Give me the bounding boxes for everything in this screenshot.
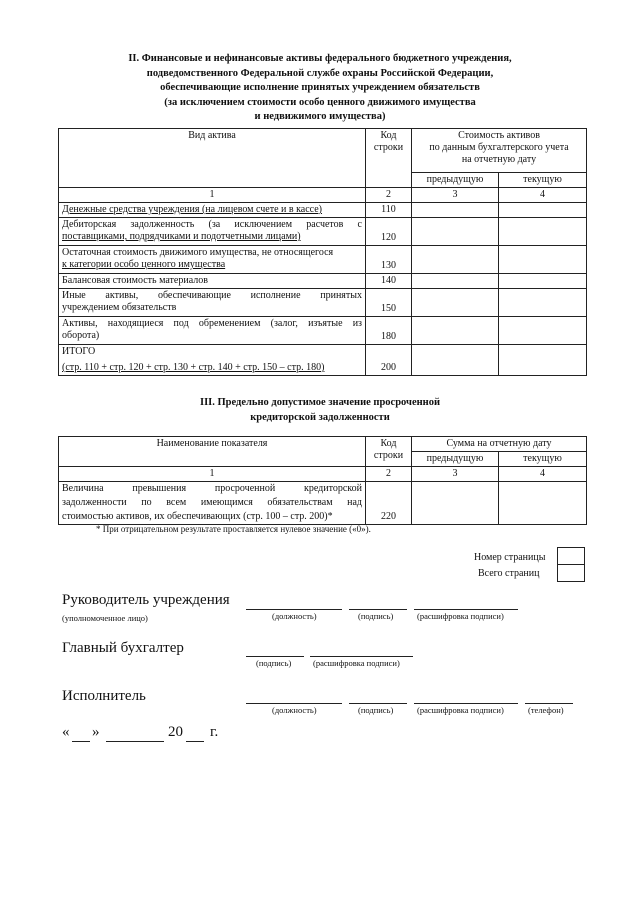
header-asset-value [412,129,587,173]
head-position-line[interactable] [246,609,342,610]
section2-title-line: и недвижимого имущества) [254,111,386,122]
executor-decryption-line[interactable] [414,703,518,704]
value-cell-current[interactable] [499,246,587,274]
row-name-line: оборота) [62,330,100,341]
table-row-total [59,345,587,376]
caption: (расшифровка подписи) [417,611,504,621]
row-name-line: (стр. 110 + стр. 120 + стр. 130 + стр. 140 + стр. 150 – стр. 180) [62,362,325,373]
date-day-line[interactable] [72,741,90,742]
table-row [59,274,587,289]
head-title: Руководитель учреждения [62,592,230,608]
row-name-line: учреждением обязательств [62,302,177,313]
value-cell-previous[interactable] [412,345,499,376]
row-code: 180 [366,317,412,345]
row-name [59,218,366,246]
header-code [366,437,412,467]
table-row [59,482,587,525]
row-name [59,246,366,274]
value-cell-previous[interactable] [412,218,499,246]
row-name-line: поставщиками, подрядчиками и подотчетными лицами) [62,231,301,242]
table-row [59,317,587,345]
section3-title [0,396,640,425]
section2-title [0,52,640,125]
header-previous: предыдущую [412,452,499,467]
executor-title: Исполнитель [62,688,146,704]
value-cell-previous[interactable] [412,274,499,289]
value-cell-current[interactable] [499,289,587,317]
date-close-quote: » [92,724,100,740]
numbering-cell: 4 [499,188,587,203]
caption: (должность) [272,705,317,715]
row-code: 110 [366,203,412,218]
caption: (расшифровка подписи) [313,658,400,668]
row-name [59,289,366,317]
caption: (подпись) [358,611,394,621]
numbering-cell: 3 [412,467,499,482]
total-pages-box[interactable] [557,564,585,582]
caption: (должность) [272,611,317,621]
value-cell-previous[interactable] [412,203,499,218]
executor-phone-line[interactable] [525,703,573,704]
table-row [59,246,587,274]
caption: (телефон) [528,705,564,715]
row-name-line: стоимостью активов, их обеспечивающих (стр. 100 – стр. 200)* [62,511,333,522]
date-month-line[interactable] [106,741,164,742]
section2-title-line: (за исключением стоимости особо ценного движимого имущества [164,96,476,108]
row-name-line: к категории особо ценного имущества [62,259,226,270]
header-indicator: Наименование показателя [59,437,366,467]
chief-decryption-line[interactable] [310,656,413,657]
section2-title-line: подведомственного Федеральной службе охраны Российской Федерации, [146,67,494,79]
assets-table [58,128,587,376]
header-current: текущую [499,452,587,467]
header-code [366,129,412,188]
row-name-line: задолженности по всем имеющимся обязательствам над [62,497,362,508]
total-pages-label: Всего страниц [478,568,540,579]
row-name-line: Остаточная стоимость движимого имущества, не относящегося [62,247,334,258]
header-code-line: строки [373,450,404,461]
value-cell-current[interactable] [499,345,587,376]
date-year-suffix: г. [210,724,219,740]
caption: (расшифровка подписи) [417,705,504,715]
row-code: 150 [366,289,412,317]
row-name-line: Дебиторская задолженность (за исключением расчетов с [62,219,362,230]
table-row [59,203,587,218]
row-name [59,482,366,525]
row-name [59,345,366,376]
header-code-line: Код [380,438,397,449]
row-name-line: Иные активы, обеспечивающие исполнение принятых [62,290,362,301]
row-name: Денежные средства учреждения (на лицевом счете и в кассе) [59,203,366,218]
numbering-cell: 3 [412,188,499,203]
header-value-line: Стоимость активов [458,130,540,141]
chief-accountant-title: Главный бухгалтер [62,640,184,656]
numbering-cell: 1 [59,467,366,482]
value-cell-current[interactable] [499,482,587,525]
header-value-line: на отчетную дату [461,154,537,165]
header-value-line: по данным бухгалтерского учета [429,142,569,153]
numbering-cell: 2 [366,188,412,203]
numbering-cell: 4 [499,467,587,482]
section2-title-line: обеспечивающие исполнение принятых учреждением обязательств [160,82,480,93]
chief-signature-line[interactable] [246,656,304,657]
page-number-box[interactable] [557,547,585,565]
numbering-cell: 2 [366,467,412,482]
row-code: 130 [366,246,412,274]
value-cell-previous[interactable] [412,246,499,274]
value-cell-current[interactable] [499,203,587,218]
row-code: 200 [366,345,412,376]
value-cell-previous[interactable] [412,289,499,317]
footnote: * При отрицательном результате проставляется нулевое значение («0»). [96,524,371,534]
page-number-label: Номер страницы [474,552,546,563]
date-year-prefix: 20 [168,724,183,740]
caption: (подпись) [256,658,292,668]
numbering-cell: 1 [59,188,366,203]
row-name: Балансовая стоимость материалов [59,274,366,289]
header-amount: Сумма на отчетную дату [412,437,587,452]
row-name-line: Активы, находящиеся под обременением (залог, изъятые из [62,318,362,329]
row-name [59,317,366,345]
header-previous: предыдущую [412,173,499,188]
date-year-line[interactable] [186,741,204,742]
head-decryption-line[interactable] [414,609,518,610]
executor-position-line[interactable] [246,703,342,704]
caption: (подпись) [358,705,394,715]
row-code: 120 [366,218,412,246]
row-code: 220 [366,482,412,525]
executor-signature-line[interactable] [349,703,407,704]
table-row [59,218,587,246]
head-subtitle: (уполномоченное лицо) [62,613,148,623]
value-cell-previous[interactable] [412,482,499,525]
header-asset-type: Вид актива [59,129,366,188]
value-cell-current[interactable] [499,274,587,289]
section2-title-line: II. Финансовые и нефинансовые активы федерального бюджетного учреждения, [128,53,512,64]
header-current: текущую [499,173,587,188]
date-open-quote: « [62,724,70,740]
row-name-line: ИТОГО [62,346,96,357]
section3-title-line: III. Предельно допустимое значение просроченной [200,397,440,408]
section3-title-line: кредиторской задолженности [250,411,390,423]
row-code: 140 [366,274,412,289]
value-cell-current[interactable] [499,317,587,345]
header-code-line: строки [373,142,404,153]
header-code-line: Код [380,130,397,141]
value-cell-previous[interactable] [412,317,499,345]
row-name-line: Величина превышения просроченной кредиторской [62,483,362,494]
table-row [59,289,587,317]
head-signature-line[interactable] [349,609,407,610]
value-cell-current[interactable] [499,218,587,246]
payables-table [58,436,587,525]
